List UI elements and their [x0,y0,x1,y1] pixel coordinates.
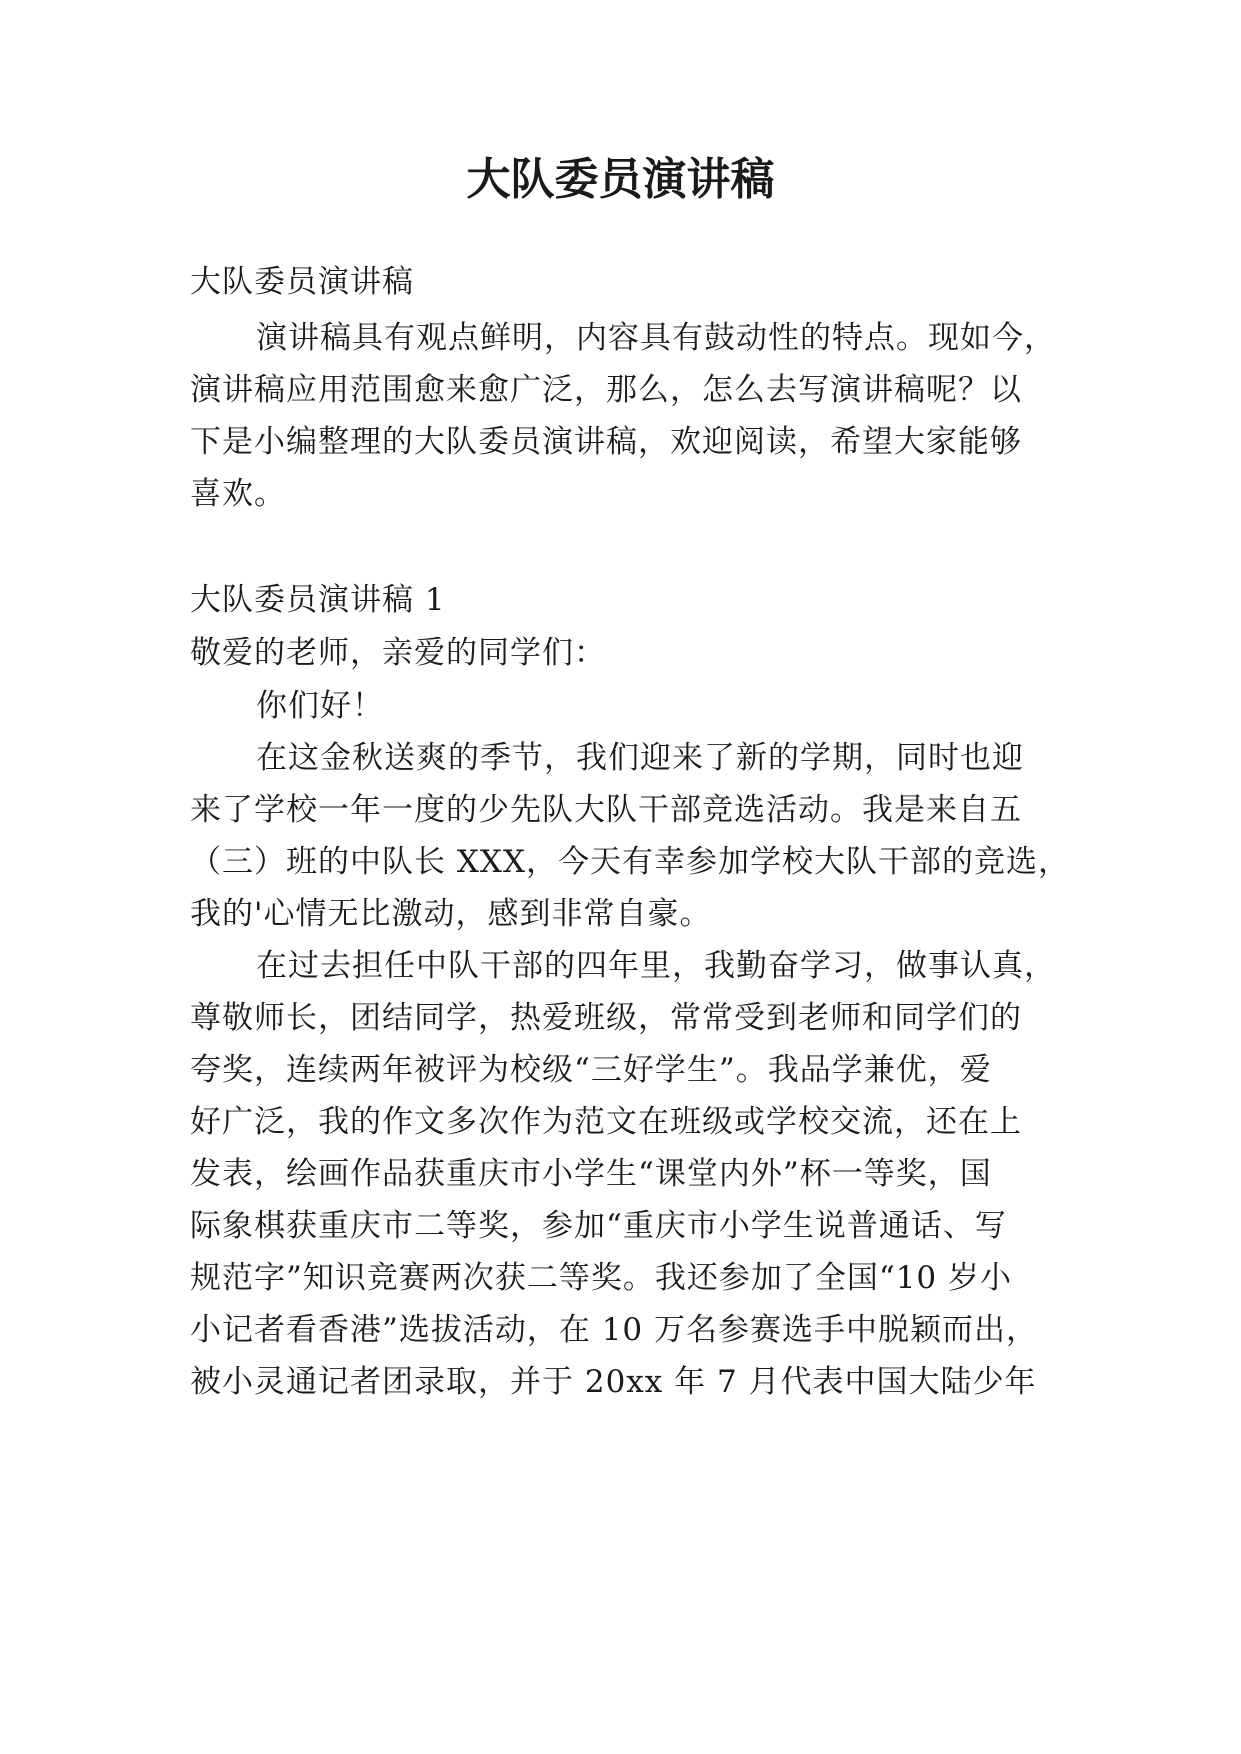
para1-line-1: 在这金秋送爽的季节，我们迎来了新的学期，同时也迎 [256,740,1024,776]
para2-line-4: 好广泛，我的作文多次作为范文在班级或学校交流，还在上 [190,1104,1022,1140]
intro-line-1: 演讲稿具有观点鲜明，内容具有鼓动性的特点。现如今， [256,320,1056,356]
para2-line-5: 发表，绘画作品获重庆市小学生“课堂内外”杯一等奖，国 [190,1156,992,1192]
para2-line-2: 尊敬师长，团结同学，热爱班级，常常受到老师和同学们的 [190,1000,1022,1036]
para2-line-9: 被小灵通记者团录取，并于 20xx 年 7 月代表中国大陆少年 [190,1364,1037,1400]
intro-line-4: 喜欢。 [190,476,286,512]
salutation: 敬爱的老师，亲爱的同学们： [190,635,606,671]
section-heading: 大队委员演讲稿 [190,264,414,300]
para2-line-1: 在过去担任中队干部的四年里，我勤奋学习，做事认真， [256,948,1056,984]
speech-heading: 大队委员演讲稿 1 [190,582,446,618]
para1-line-2: 来了学校一年一度的少先队大队干部竞选活动。我是来自五 [190,792,1022,828]
intro-line-2: 演讲稿应用范围愈来愈广泛，那么，怎么去写演讲稿呢？以 [190,372,1022,408]
para1-line-3: （三）班的中队长 XXX，今天有幸参加学校大队干部的竞选， [190,844,1071,880]
para2-line-8: 小记者看香港”选拔活动，在 10 万名参赛选手中脱颖而出， [190,1312,1038,1348]
para2-line-6: 际象棋获重庆市二等奖，参加“重庆市小学生说普通话、写 [190,1208,1007,1244]
intro-line-3: 下是小编整理的大队委员演讲稿，欢迎阅读，希望大家能够 [190,424,1022,460]
para2-line-7: 规范字”知识竞赛两次获二等奖。我还参加了全国“10 岁小 [190,1260,1012,1296]
greeting: 你们好！ [256,688,384,724]
document-title: 大队委员演讲稿 [466,154,775,205]
para1-line-4: 我的'心情无比激动，感到非常自豪。 [190,896,712,932]
para2-line-3: 夸奖，连续两年被评为校级“三好学生”。我品学兼优，爱 [190,1052,992,1088]
